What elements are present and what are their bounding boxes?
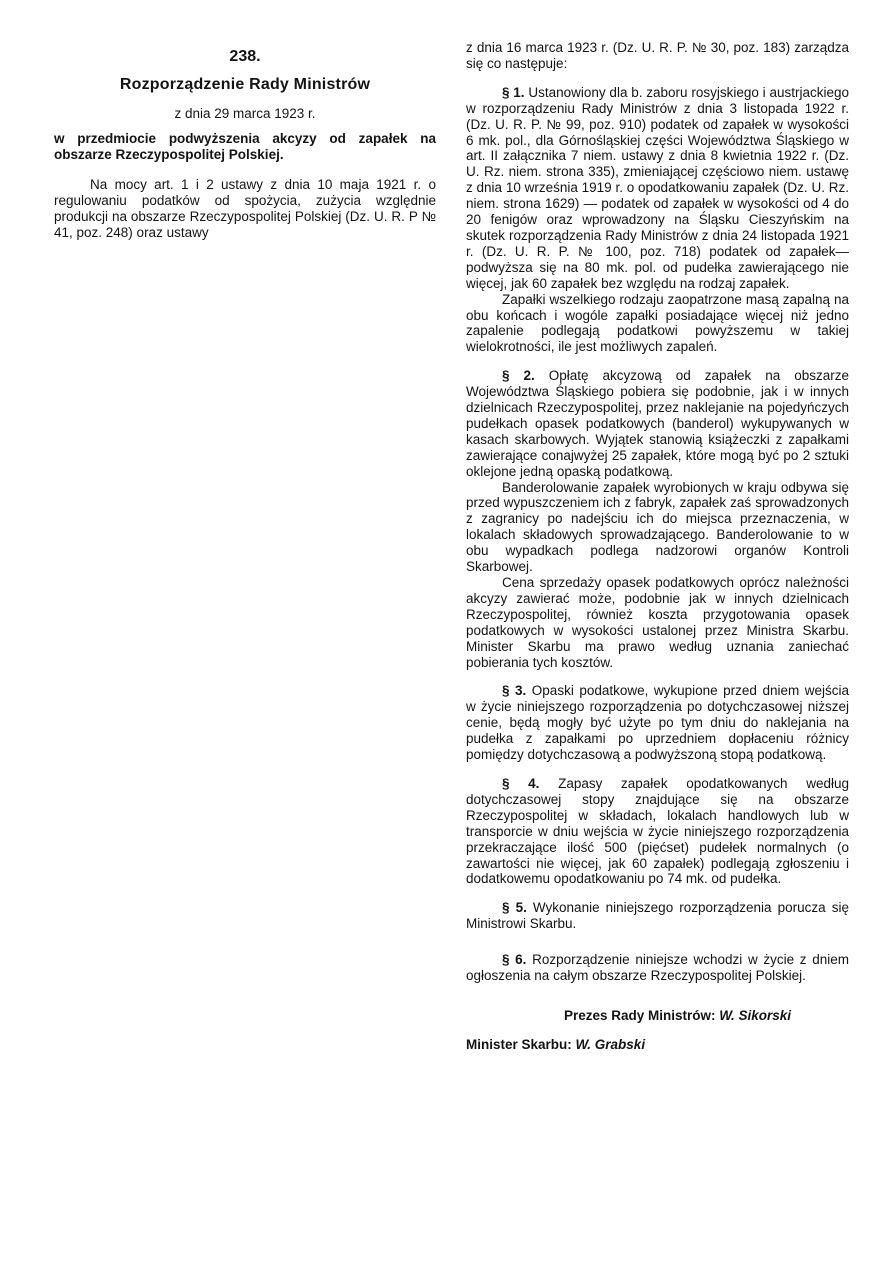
section-5-mark: § 5. — [502, 900, 527, 916]
document-title: Rozporządzenie Rady Ministrów — [119, 76, 371, 93]
section-3-mark: § 3. — [502, 683, 527, 699]
section-1-mark: § 1. — [502, 84, 525, 100]
section-2-paragraph-3: Cena sprzedaży opasek podatkowych oprócz należności akcyzy zawierać może, podobnie jak w innych dzielnicach Rzeczypospolitej, również koszta przygotowania opasek podatkowych w wysokości ustalonej przez Ministra Skarbu. Minister Skarbu ma prawo według uznania zaniechać pobierania tych kosztów. — [466, 575, 849, 670]
document-subject: w przedmiocie podwyższenia akcyzy od zapałek na obszarze Rzeczypospolitej Polskiej. — [54, 131, 436, 162]
right-column — [466, 40, 849, 1052]
section-2-paragraph — [466, 368, 849, 479]
intro-paragraph: z dnia 16 marca 1923 r. (Dz. U. R. P. № 30, poz. 183) zarządza się co następuje: — [466, 40, 849, 71]
preamble-paragraph: Na mocy art. 1 i 2 ustawy z dnia 10 maja 1921 r. o regulowaniu podatków od spożycia, zużycia względnie produkcji na obszarze Rzeczypospolitej Polskiej (Dz. U. R. P № 41, poz. 248) oraz ustawy — [54, 177, 436, 240]
section-1-paragraph — [466, 85, 849, 292]
signature-1-name: W. Sikorski — [719, 1007, 792, 1023]
section-4-text: Zapasy zapałek opodatkowanych według dotychczasowej stopy znajdujące się na obszarze Rzeczypospolitej w składach, lokalach handlowych lub w transporcie w dniu wejścia w życie niniejszego rozporządzenia przekraczające ilość 500 (pięćset) pudełek normalnych (o zawartości nie więcej, jak 60 zapałek) podlegają zgłoszeniu i dodatkowemu opodatkowaniu po 74 mk. od pudełka. — [466, 775, 849, 887]
section-4-mark: § 4. — [502, 775, 540, 791]
section-6-paragraph — [466, 952, 849, 984]
section-3-text: Opaski podatkowe, wykupione przed dniem wejścia w życie niniejszego rozporządzenia po dotychczasowej niższej cenie, będą mogły być użyte po tym dniu do naklejania na pudełka z zapałkami po uprzedniem dopłaceniu różnicy pomiędzy dotychczasową a podwyższoną stopą podatkową. — [466, 683, 849, 763]
signature-1-role: Prezes Rady Ministrów: — [563, 1007, 716, 1023]
document-number: 238. — [229, 48, 261, 65]
section-4-paragraph — [466, 776, 849, 887]
section-3-paragraph — [466, 683, 849, 763]
document-date: z dnia 29 marca 1923 r. — [174, 106, 316, 121]
signature-treasury-minister — [466, 1037, 849, 1052]
section-1-text: Ustanowiony dla b. zaboru rosyjskiego i austrjackiego w rozporządzeniu Rady Ministrów z dnia 3 listopada 1922 r. (Dz. U. R. P. № 99, poz. 910) podatek od zapałek w wysokości 6 mk. pol., dla Górnośląskiej części Województwa Śląskiego w art. II załącznika 7 niem. ustawy z dnia 8 kwietnia 1922 r. (Dz. U. Rz. niem. strona 335), zmieniającej częściowo niem. ustawę z dnia 10 września 1919 r. o opodatkowaniu zapałek (Dz. U. Rz. niem. strona 1629) — podatek od zapałek w wysokości od 4 do 20 fenigów oraz wprowadzony na Śląsku Cieszyńskim na skutek rozporządzenia Rady Ministrów z dnia 24 listopada 1921 r. (Dz. U. R. P. № 100, poz. 718) podatek od zapałek—podwyższa się na 80 mk. pol. od pudełka zawierającego nie więcej, jak 60 zapałek bez względu na rodzaj zapałek. — [466, 84, 849, 291]
section-6-mark: § 6. — [502, 952, 527, 968]
left-column — [54, 40, 436, 241]
signature-2-name: W. Grabski — [575, 1036, 646, 1052]
section-6-text: Rozporządzenie niniejsze wchodzi w życie z dniem ogłoszenia na całym obszarze Rzeczypospolitej Polskiej. — [466, 952, 849, 984]
section-1-paragraph-2: Zapałki wszelkiego rodzaju zaopatrzone masą zapalną na obu końcach i wogóle zapałki posiadające więcej niż jedno zapalenie podlegają podatkowi powyższemu w takiej wielokrotności, ile jest możliwych zapaleń. — [466, 291, 849, 355]
section-5-text: Wykonanie niniejszego rozporządzenia porucza się Ministrowi Skarbu. — [466, 900, 849, 932]
section-2-paragraph-2: Banderolowanie zapałek wyrobionych w kraju odbywa się przed wypuszczeniem ich z fabryk, zapałek zaś sprowadzonych z zagranicy po nadejściu ich do miejsca przeznaczenia, w lokalach składowych sprowadzającego. Banderolowanie to w obu wypadkach podlega nadzorowi organów Kontroli Skarbowej. — [466, 479, 849, 575]
section-2-mark: § 2. — [502, 368, 535, 384]
section-2-text: Opłatę akcyzową od zapałek na obszarze Województwa Śląskiego pobiera się podobnie, jak i w innych dzielnicach Rzeczypospolitej, przez naklejanie na pojedyńczych pudełkach opasek podatkowych (banderol) wykupywanych w kasach skarbowych. Wyjątek stanowią książeczki z zapałkami zawierające conajwyżej 25 zapałek, które mogą być po 2 sztuki oklejone jedną opaską podatkową. — [466, 368, 849, 479]
signature-prime-minister — [466, 1008, 849, 1023]
section-5-paragraph — [466, 900, 849, 932]
signature-2-role: Minister Skarbu: — [466, 1036, 572, 1052]
